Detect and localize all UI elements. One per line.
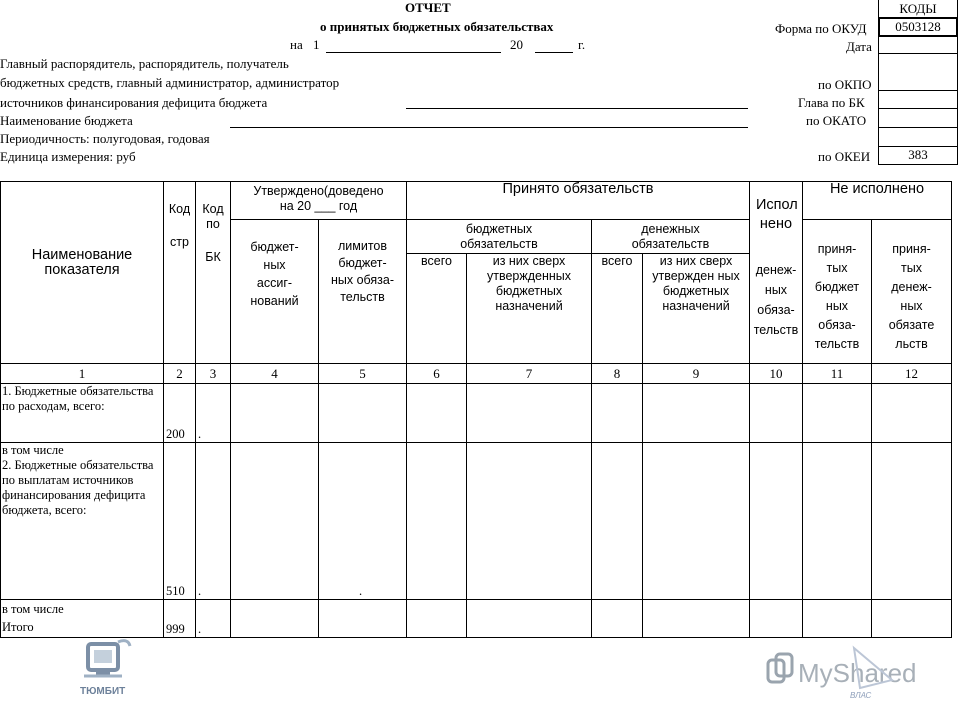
code-label-glava: Глава по БК	[798, 95, 865, 110]
code-value-okpo[interactable]	[878, 53, 958, 91]
code-value-okato[interactable]	[878, 108, 958, 128]
col-header-kod-str: Код стр	[164, 182, 196, 364]
codes-header: КОДЫ	[878, 0, 958, 18]
row-name: в том числе Итого	[1, 600, 164, 638]
row-cell[interactable]	[467, 443, 592, 600]
row-code[interactable]: 200	[164, 384, 196, 443]
row-bk-code[interactable]: .	[196, 443, 231, 600]
row-cell[interactable]	[803, 443, 872, 600]
date-prefix: на	[290, 37, 303, 52]
row-cell[interactable]	[319, 600, 407, 638]
row-name: в том числе 2. Бюджетные обязательства по выплатам источников финансирования дефицита бюджета, всего:	[1, 443, 164, 600]
row-cell[interactable]	[467, 600, 592, 638]
report-subtitle: о принятых бюджетных обязательствах	[320, 19, 554, 34]
row-cell[interactable]	[231, 600, 319, 638]
row-cell[interactable]	[643, 384, 750, 443]
row-cell[interactable]	[803, 384, 872, 443]
col-header-limits: лимитов бюджет-ных обяза-тельств	[319, 220, 407, 364]
row-cell[interactable]	[407, 600, 467, 638]
code-value-okei[interactable]: 383	[878, 146, 958, 165]
date-day: 1	[313, 37, 320, 52]
row-cell[interactable]	[643, 600, 750, 638]
col-header-approved: Утверждено(доведено на 20 ___ год	[231, 182, 407, 220]
col-header-ne-money: приня-тых денеж-ных обязате льств	[872, 220, 952, 364]
tyumbit-logo	[78, 636, 138, 700]
row-cell[interactable]	[872, 384, 952, 443]
col-header-over-1: из них сверх утвержденных бюджетных назначений	[467, 254, 592, 364]
label-distributor-3: источников финансирования дефицита бюджета	[0, 95, 268, 110]
row-cell[interactable]	[467, 384, 592, 443]
col-header-ne-budget: приня-тых бюджет ных обяза-тельств	[803, 220, 872, 364]
table-row	[1, 443, 952, 600]
row-cell[interactable]	[592, 443, 643, 600]
svg-text:MyShared: MyShared	[798, 658, 917, 688]
row-cell[interactable]	[872, 443, 952, 600]
date-suffix: г.	[578, 37, 586, 52]
col-header-kod-bk: Код по БК	[196, 182, 231, 364]
row-name: 1. Бюджетные обязательства по расходам, всего:	[1, 384, 164, 443]
label-distributor-2: бюджетных средств, главный администратор, администратор	[0, 75, 340, 90]
code-value-date[interactable]	[878, 36, 958, 54]
col-header-not-executed: Не исполнено	[803, 182, 952, 220]
col-header-executed: Испол нено денеж-ных обяза-тельств	[750, 182, 803, 364]
row-code[interactable]: 510	[164, 443, 196, 600]
code-value-okud[interactable]: 0503128	[878, 17, 958, 37]
row-cell[interactable]	[872, 600, 952, 638]
row-cell[interactable]	[231, 443, 319, 600]
column-number-row: 1 2 3 4 5 6 7 8 9 10 11 12	[1, 364, 952, 384]
table-row	[1, 384, 952, 443]
myshared-icon	[764, 640, 944, 700]
date-year-prefix: 20	[510, 37, 523, 52]
report-title: ОТЧЕТ	[405, 0, 451, 15]
code-label-okud: Форма по ОКУД	[775, 21, 867, 36]
row-cell[interactable]	[750, 384, 803, 443]
col-header-money-obl: денежных обязательств	[592, 220, 750, 254]
row-cell[interactable]	[750, 600, 803, 638]
row-cell[interactable]	[592, 384, 643, 443]
col-header-name: Наименование показателя	[1, 182, 164, 364]
computer-icon	[78, 636, 138, 700]
row-cell[interactable]	[319, 384, 407, 443]
row-bk-code[interactable]: .	[196, 600, 231, 638]
row-cell[interactable]	[643, 443, 750, 600]
row-cell[interactable]	[407, 443, 467, 600]
row-cell[interactable]	[592, 600, 643, 638]
code-value-blank[interactable]	[878, 127, 958, 147]
col-header-total-2: всего	[592, 254, 643, 364]
col-header-total-1: всего	[407, 254, 467, 364]
label-budget-name: Наименование бюджета	[0, 113, 133, 128]
code-label-date: Дата	[846, 39, 872, 54]
col-header-over-2: из них сверх утвержден ных бюджетных назначений	[643, 254, 750, 364]
label-distributor-1: Главный распорядитель, распорядитель, получатель	[0, 56, 289, 71]
row-cell[interactable]	[407, 384, 467, 443]
svg-text:ТЮМБИТ: ТЮМБИТ	[80, 686, 126, 697]
row-bk-code[interactable]: .	[196, 384, 231, 443]
code-label-okei: по ОКЕИ	[818, 149, 871, 164]
label-unit: Единица измерения: руб	[0, 149, 136, 164]
col-header-budget-obl: бюджетных обязательств	[407, 220, 592, 254]
row-cell[interactable]: .	[319, 443, 407, 600]
col-header-assign: бюджет-ных ассиг-нований	[231, 220, 319, 364]
row-code[interactable]: 999	[164, 600, 196, 638]
row-cell[interactable]	[803, 600, 872, 638]
col-header-accepted: Принято обязательств	[407, 182, 750, 220]
code-label-okpo: по ОКПО	[818, 77, 872, 92]
myshared-logo	[764, 640, 944, 700]
code-value-glava[interactable]	[878, 90, 958, 109]
code-label-okato: по ОКАТО	[806, 113, 867, 128]
svg-text:ВЛАС: ВЛАС	[850, 691, 872, 700]
obligations-table	[0, 181, 952, 638]
row-cell[interactable]	[231, 384, 319, 443]
row-cell[interactable]	[750, 443, 803, 600]
table-row	[1, 600, 952, 638]
label-periodicity: Периодичность: полугодовая, годовая	[0, 131, 210, 146]
